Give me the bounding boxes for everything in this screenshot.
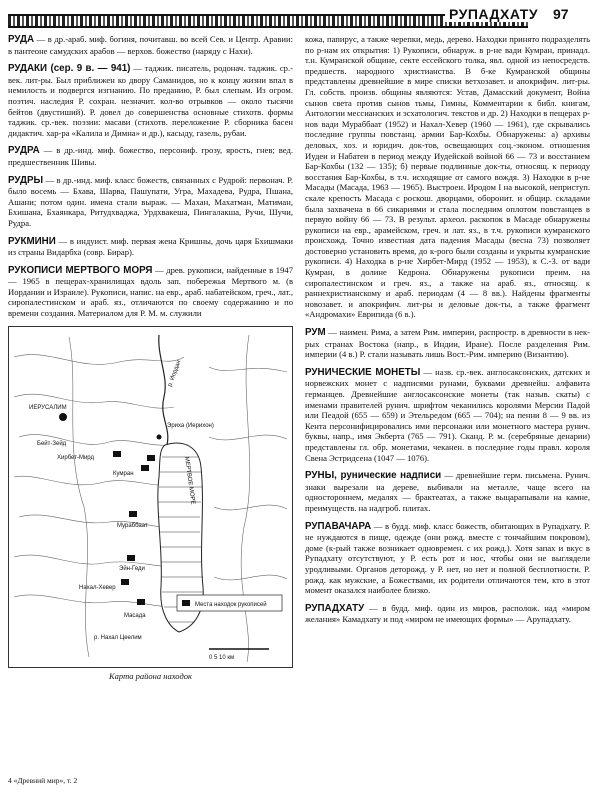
map-legend <box>177 595 282 611</box>
entry-rum <box>305 327 590 360</box>
entry-runy <box>305 470 590 513</box>
entry-ruda <box>8 34 293 56</box>
entry-rupadhatu <box>305 603 590 625</box>
label-masada: Масада <box>124 612 146 619</box>
entry-text: — наимен. Рима, а затем Рим. империи, распростр. в древности в нек-рых странах Востока (напр., в Индии, Иране). После разделения Рим. империи (4 в.) Р. стали называть лишь Вост.-Рим. империю (Византию). <box>305 327 590 360</box>
entry-headword: РУПАДХАТУ <box>305 602 365 614</box>
map-svg <box>9 327 292 667</box>
label-nahal-zeelim: р. Нахал Цеелим <box>94 634 142 641</box>
entry-runicheskie-monety <box>305 367 590 463</box>
left-column <box>8 34 293 681</box>
entry-text: — в будд. миф. один из миров, располож. над «миром желания» Камадхату и под «миром не имеющих формы» — Арупадхату. <box>305 602 590 625</box>
running-head: РУПАДХАТУ <box>445 6 542 22</box>
entry-headword: РУКОПИСИ МЕРТВОГО МОРЯ <box>8 264 153 276</box>
entry-headword: РУМ <box>305 327 326 339</box>
entry-rukmini <box>8 236 293 258</box>
label-nahal-hever: Нахал-Хевер <box>79 584 116 591</box>
label-jericho: Эриха (Иерихон) <box>167 422 214 429</box>
footer-note: 4 «Древний мир», т. 2 <box>8 776 78 785</box>
entry-rudaki <box>8 63 293 138</box>
label-murabbaat: Мураббаат <box>117 522 148 529</box>
entry-text: — назв. ср.-век. англосаксонских, датских и норвежских монет с надписями рунами, буквами древнейш. алфавита германцев. Древнейшие англосаксонские монеты (так назыв. скаты) с именами правителей рунич. шрифтом чеканились королями Мерсии Падой или Пеадой (655 — 659) и Этельредом (665 — 704); на пенни 8 — 9 вв. из Кента персонифицировались ими персонажи или монетного мастера рунич. буквы, напр., имя Экберта (765 — 791). Сканд. Р. м. (серебряные денарии) представлены гл. обр. монетами, чеканен. в последние годы правл. короля Свена Эстридсена (1047 — 1076). <box>305 366 590 463</box>
map-caption: Карта района находок <box>109 670 192 681</box>
entry-headword: РУНЫ, рунические надписи <box>305 470 442 482</box>
label-dead-sea: МЕРТВОЕ МОРЕ <box>183 456 196 505</box>
entry-rukopisi-continued <box>305 34 590 320</box>
label-jordan: р. Иордан <box>167 359 183 388</box>
dead-sea-map <box>8 326 293 668</box>
entry-rudry <box>8 175 293 229</box>
entry-headword: РУДРА <box>8 145 40 157</box>
entry-headword: РУНИЧЕСКИЕ МОНЕТЫ <box>305 366 421 378</box>
entry-rudra <box>8 145 293 167</box>
entry-text: — древнейшие герм. письмена. Рунич. знаки вырезали на дереве, выбивали на металле, чаще всего на одностороннем, медалях — брактеатах, а также выцарапывали на камне, преимуществ. на надгроб. плитах. <box>305 470 591 513</box>
entry-headword: РУДАКИ (сер. 9 в. — 941) <box>8 63 131 75</box>
entry-rukopisi <box>8 265 293 319</box>
scale-text: 0 5 10 км <box>209 654 235 661</box>
entry-text: кожа, папирус, а также черепки, медь, дерево. Находки принято подразделять по р-нам их открытия: 1) Рукописи, обнаруж. в р-не вади Кумран, принадл. т.н. Кумранской общине, секте ессейского толка, явл. одной из непосредств. предшеств. народного христианства. В б-ке Кумранской общины представлены древнейшие в мире списки ветхозавет. и апокрифич. лит-ры. Гл. собств. произв. общины являются: Устав, Дамасский документ, Война сынов света против сынов тьмы, Гимны, Комментарии к библ. книгам, Антологии мессианских и эсхатологич. текстов и др. 2) Находки в пещерах р-нов вади Мураббаат (1952) и Нахал-Хевер (1960 — 1961), где скрывались последние группы повстанц. армии Бар-Кохбы. Обнаружены: а) архивы деловых, хоз. и юридич. док-тов, освещающих соц.-эконом. отношения Иудеи и Набатеи в период между Иудейской войной 66 — 73 и восстанием Бар-Кохбы (132 — 135); б) первые подлинные док-ты, относящ. к периоду восстания Бар-Кохбы, в т.ч. исходящие от самого вождя. 3) Находки в р-не Масады (Масада, 1963 — 1965). Выстроен. Иродом I на высокой, неприступ. скале крепость Масада с роскош. дворцами, оборонит. и общир. складами была захвачена в 66 сикариями и стала последним оплотом повстанцев в первую войну 66 — 73. В результ. археол. раскопок в Масаде обнаружены рукописи на евр., арамейском, греч. и лат. яз., в т.ч. рукописи кумранского происхожд. Точно известная дата падения Масады (весна 73) позволяет достоверно установить время, до к-рого были созданы и укрыты кумранские рукописи. 4) Находка в р-не Хирбет-Мирд (1952 — 1953), к С.-З. от вади Кумран, в долине Кедрона. Обнаружены рукописи преим. на сиропалестинском и греч. яз., а также на араб. яз., относящ. к раннехристианскому и араб. периодам (4 — 8 вв.). Найдены фрагменты новозавет. и апокрифич. лит-ры и деловые док-ты, а также фрагмент «Андромахи» Еврипида (6 в.). <box>305 34 590 320</box>
right-column <box>305 34 590 632</box>
page-number: 97 <box>553 6 569 22</box>
label-jerusalem: ИЕРУСАЛИМ <box>29 404 67 411</box>
legend-text: Места находок рукописей <box>195 601 267 608</box>
entry-text: — в др.-араб. миф. богиня, почитавш. во всей Сев. и Центр. Аравии: в пантеоне самудских арабов — верхов. божество (наряду с Нахи). <box>8 34 293 56</box>
entry-headword: РУПАВАЧАРА <box>305 520 372 532</box>
label-bir-zeid: Бейт-Зейд <box>37 440 67 447</box>
entry-headword: РУДРЫ <box>8 174 44 186</box>
entry-headword: РУДА <box>8 34 35 45</box>
entry-text: — в будд. миф. класс божеств, обитающих в Рупадхату. Р. не нуждаются в пище, одежде (они рожд. вместе с тончайшим покровом), доме (к-рый также возникает одновремен. с их рожд.). Хотя запах и вкус в Рупадхату отсутствуют, у Р. есть рот и нос, чтобы они не выглядели уродливыми. Органов деторожд. у Р. нет, но нет и полной бесплотности. Р. рожд. как мужские, а Божествами, их родители отличаются тем, кто в этот момент оказался наиболее близко. <box>305 520 590 596</box>
entry-text: — древ. рукописи, найденные в 1947 — 1965 в пещерах-хранилищах вдоль зап. побережья Мертвого м. (в Иордании и Израиле). Рукописи, напис. на евр., араб. набатейском, греч., лат., сиропалестинском и араб. яз., отличаются по своему содержанию и по времени создания. Материалом для Р. М. м. служили <box>8 264 293 319</box>
label-khirbet-mird: Хирбет-Мирд <box>57 454 94 461</box>
entry-text: — таджик. писатель, родонач. таджик. ср.-век. лит-ры. Был приближен ко двору Саманидов, но к концу жизни впал в немилость и подвергся изгнанию. По преданию, Р. был слепым. Из огром. поэтич. наследия Р. сохран. незначит. кол-во отрывков — около тысячи бейтов (двустиший). Р. довел до совершенства основные стихотв. формы таджик. ср.-век. поэзии: масави (стихотв. переложение Р. сборника басен дидактич. хар-ра «Калила и Димна» и др.), касыду, газель, рубаи. <box>8 63 293 138</box>
map-wadis <box>14 335 287 662</box>
entry-rupavachara <box>305 521 590 596</box>
label-ein-gedi: Эйн-Геди <box>119 565 145 572</box>
map-scale <box>209 649 269 661</box>
entry-text: — в индуист. миф. первая жена Кришны, дочь царя Бхишмаки из страны Видарбха (совр. Бирар). <box>8 235 293 258</box>
label-qumran: Кумран <box>113 470 134 477</box>
entry-text: — в др.-инд. миф. божество, персониф. грозу, ярость, гнев; вед. предшественник Шивы. <box>8 145 293 167</box>
entry-headword: РУКМИНИ <box>8 235 56 247</box>
entry-text: — в др.-инд. миф. класс божеств, связанных с Рудрой: первонач. Р. было восемь — Бхава, Шарва, Пашупати, Угра, Махадева, Рудра, Пшана, Ашани; потом один. имена стали выраж. — Махан, Махатман, Матиман, Бхишана, Бхаянкара, Ритудхваджа, Урдхвакеша, Пингалакша, Ручи, Шучи, Рудра. <box>8 174 293 228</box>
